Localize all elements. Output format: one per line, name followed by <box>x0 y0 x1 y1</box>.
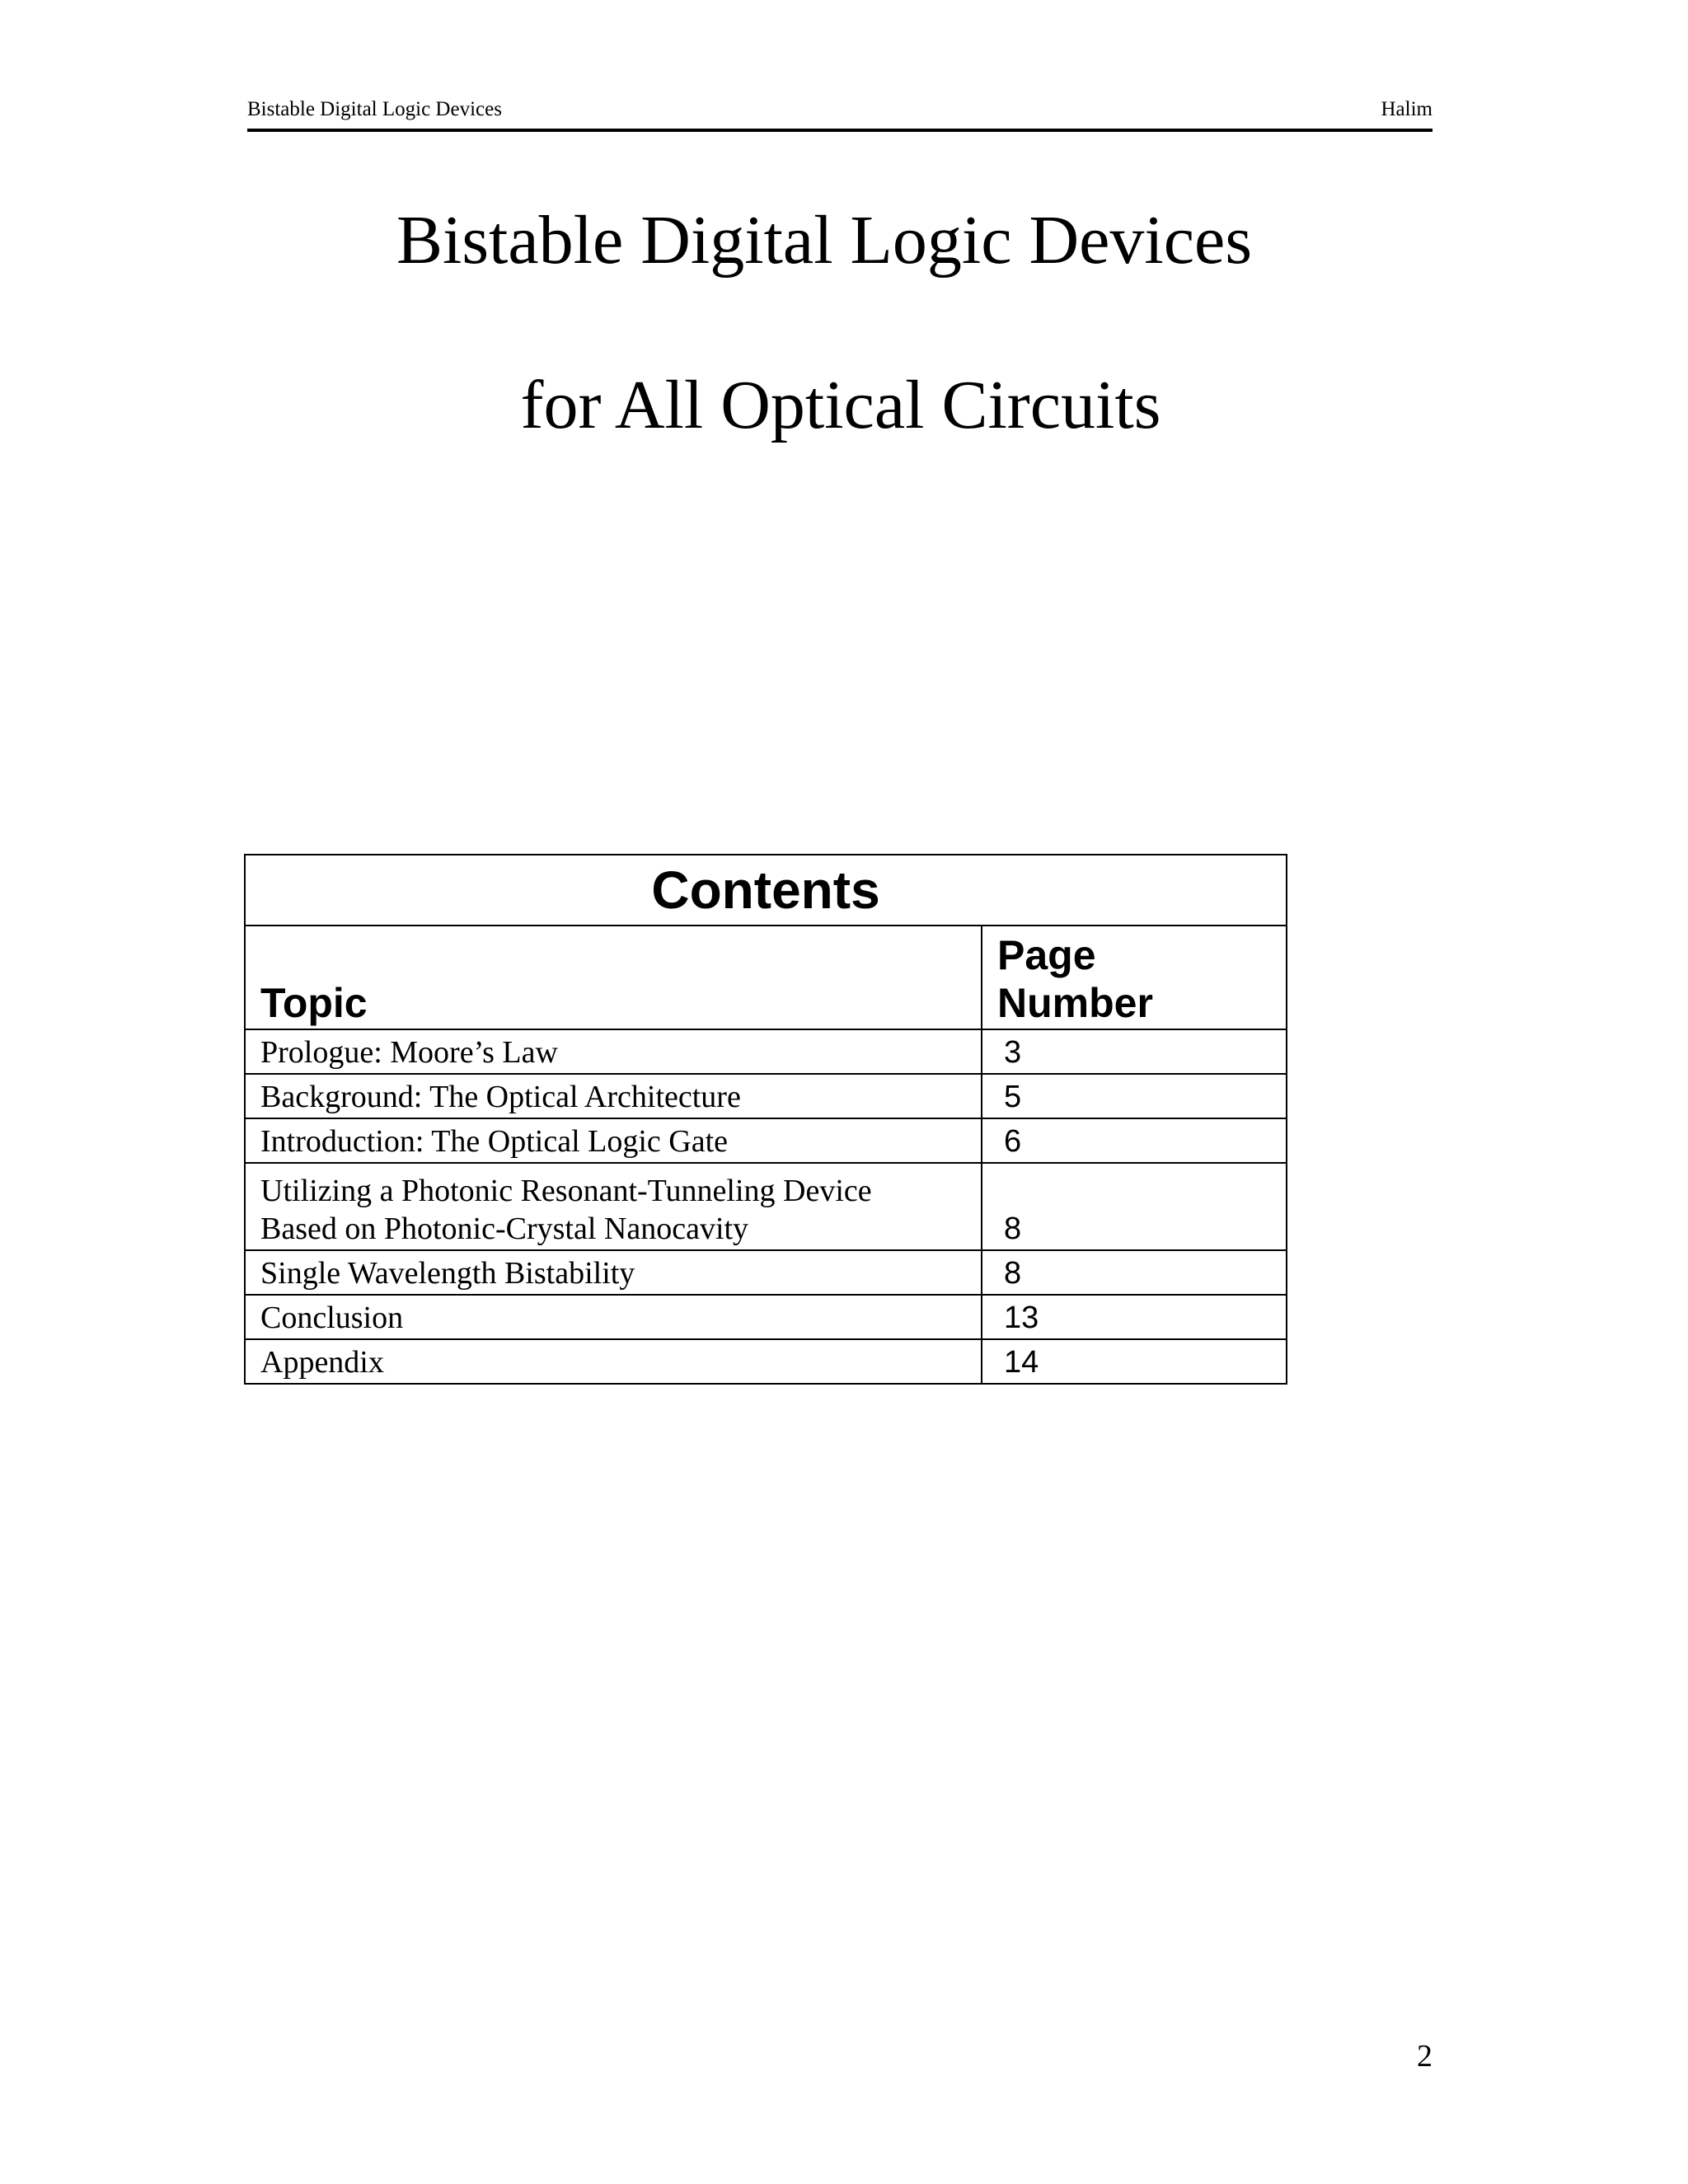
column-header-number-label: Number <box>997 980 1153 1026</box>
header-author: Halim <box>1381 98 1432 120</box>
page-number-cell: 13 <box>982 1295 1287 1339</box>
topic-cell: Conclusion <box>245 1295 982 1339</box>
topic-cell: Single Wavelength Bistability <box>245 1250 982 1295</box>
page-number-cell: 5 <box>982 1074 1287 1118</box>
contents-table <box>244 854 1287 1385</box>
contents-caption: Contents <box>245 855 1287 926</box>
document-title-line-2: for All Optical Circuits <box>520 367 1161 443</box>
page-number: 2 <box>1417 2039 1432 2074</box>
table-row <box>245 1029 1287 1074</box>
topic-cell: Background: The Optical Architecture <box>245 1074 982 1118</box>
table-row <box>245 1295 1287 1339</box>
table-row <box>245 1250 1287 1295</box>
page-number-cell: 3 <box>982 1029 1287 1074</box>
page-number-cell: 14 <box>982 1339 1287 1384</box>
page-number-cell: 8 <box>982 1250 1287 1295</box>
running-header <box>247 97 1432 132</box>
table-row <box>245 1118 1287 1163</box>
document-title-line-1: Bistable Digital Logic Devices <box>396 202 1253 279</box>
header-document-title: Bistable Digital Logic Devices <box>247 98 502 120</box>
page-number-cell: 8 <box>982 1163 1287 1250</box>
topic-cell: Prologue: Moore’s Law <box>245 1029 982 1074</box>
topic-cell: Appendix <box>245 1339 982 1384</box>
table-row <box>245 1074 1287 1118</box>
column-header-topic <box>245 926 982 1029</box>
column-header-page-number <box>982 926 1287 1029</box>
table-row <box>245 1339 1287 1384</box>
table-row <box>245 1163 1287 1250</box>
column-header-page-label: Page <box>997 932 1096 978</box>
column-header-topic-label: Topic <box>260 980 368 1026</box>
topic-cell <box>245 1163 982 1250</box>
page-number-cell: 6 <box>982 1118 1287 1163</box>
topic-line-2: Based on Photonic-Crystal Nanocavity <box>260 1212 749 1246</box>
topic-line-1: Utilizing a Photonic Resonant-Tunneling Device <box>260 1174 872 1208</box>
topic-cell: Introduction: The Optical Logic Gate <box>245 1118 982 1163</box>
